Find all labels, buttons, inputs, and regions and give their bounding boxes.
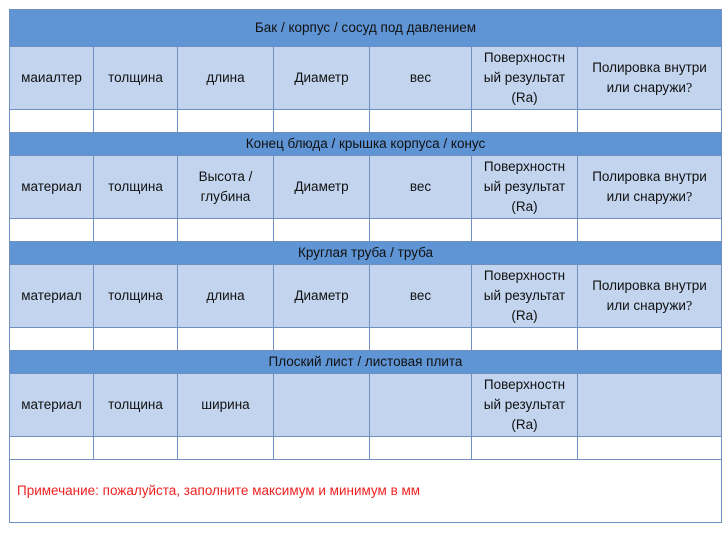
column-header-diameter: Диаметр [274,265,370,328]
section-title: Конец блюда / крышка корпуса / конус [10,133,722,156]
polishing-label: Полировка внутри или снаружи [592,60,707,95]
column-header-row [10,47,722,110]
question-mark: ? [685,299,693,313]
column-header-surface-result: Поверхностн ый результат (Ra) [472,156,578,219]
input-cell[interactable] [94,328,178,351]
column-header-surface-result: Поверхностн ый результат (Ra) [472,47,578,110]
question-mark: ? [685,190,693,204]
column-header-height-depth: Высота / глубина [178,156,274,219]
column-header-row [10,265,722,328]
note-row [10,460,722,523]
input-row [10,110,722,133]
section-header-row [10,133,722,156]
column-header-weight: вес [370,156,472,219]
column-header-diameter: Диаметр [274,156,370,219]
column-header-surface-result: Поверхностн ый результат (Ra) [472,265,578,328]
input-cell[interactable] [370,328,472,351]
column-header-weight: вес [370,47,472,110]
section-header-row [10,10,722,47]
input-cell[interactable] [274,110,370,133]
column-header-polishing [578,265,722,328]
column-header-polishing [578,47,722,110]
section-header-row [10,351,722,374]
input-cell[interactable] [178,328,274,351]
column-header-thickness: толщина [94,265,178,328]
input-cell[interactable] [10,110,94,133]
column-header-material: маиалтер [10,47,94,110]
column-header-thickness: толщина [94,47,178,110]
input-cell[interactable] [94,437,178,460]
column-header-material: материал [10,156,94,219]
input-cell[interactable] [472,328,578,351]
input-cell[interactable] [178,219,274,242]
column-header-surface-result: Поверхностн ый результат (Ra) [472,374,578,437]
section-title: Плоский лист / листовая плита [10,351,722,374]
input-cell[interactable] [94,110,178,133]
column-header-empty [274,374,370,437]
input-cell[interactable] [10,437,94,460]
question-mark: ? [685,81,693,95]
polishing-label: Полировка внутри или снаружи [592,278,707,313]
input-cell[interactable] [370,110,472,133]
input-row [10,219,722,242]
input-cell[interactable] [178,110,274,133]
polishing-label: Полировка внутри или снаружи [592,169,707,204]
specification-form-table [9,9,722,523]
column-header-length: длина [178,47,274,110]
input-cell[interactable] [274,437,370,460]
input-cell[interactable] [10,328,94,351]
column-header-width: ширина [178,374,274,437]
column-header-weight: вес [370,265,472,328]
column-header-empty [578,374,722,437]
input-cell[interactable] [10,219,94,242]
column-header-material: материал [10,265,94,328]
input-cell[interactable] [578,437,722,460]
input-row [10,328,722,351]
input-cell[interactable] [578,328,722,351]
input-cell[interactable] [274,328,370,351]
column-header-thickness: толщина [94,156,178,219]
section-title: Круглая труба / труба [10,242,722,265]
input-cell[interactable] [274,219,370,242]
section-title: Бак / корпус / сосуд под давлением [10,10,722,47]
input-cell[interactable] [370,437,472,460]
note-text: Примечание: пожалуйста, заполните максимум и минимум в мм [10,460,722,523]
input-cell[interactable] [578,110,722,133]
column-header-diameter: Диаметр [274,47,370,110]
column-header-length: длина [178,265,274,328]
column-header-polishing [578,156,722,219]
column-header-row [10,374,722,437]
column-header-row [10,156,722,219]
input-cell[interactable] [178,437,274,460]
column-header-thickness: толщина [94,374,178,437]
input-cell[interactable] [94,219,178,242]
input-row [10,437,722,460]
section-header-row [10,242,722,265]
input-cell[interactable] [472,219,578,242]
input-cell[interactable] [578,219,722,242]
input-cell[interactable] [472,110,578,133]
column-header-empty [370,374,472,437]
input-cell[interactable] [472,437,578,460]
column-header-material: материал [10,374,94,437]
input-cell[interactable] [370,219,472,242]
